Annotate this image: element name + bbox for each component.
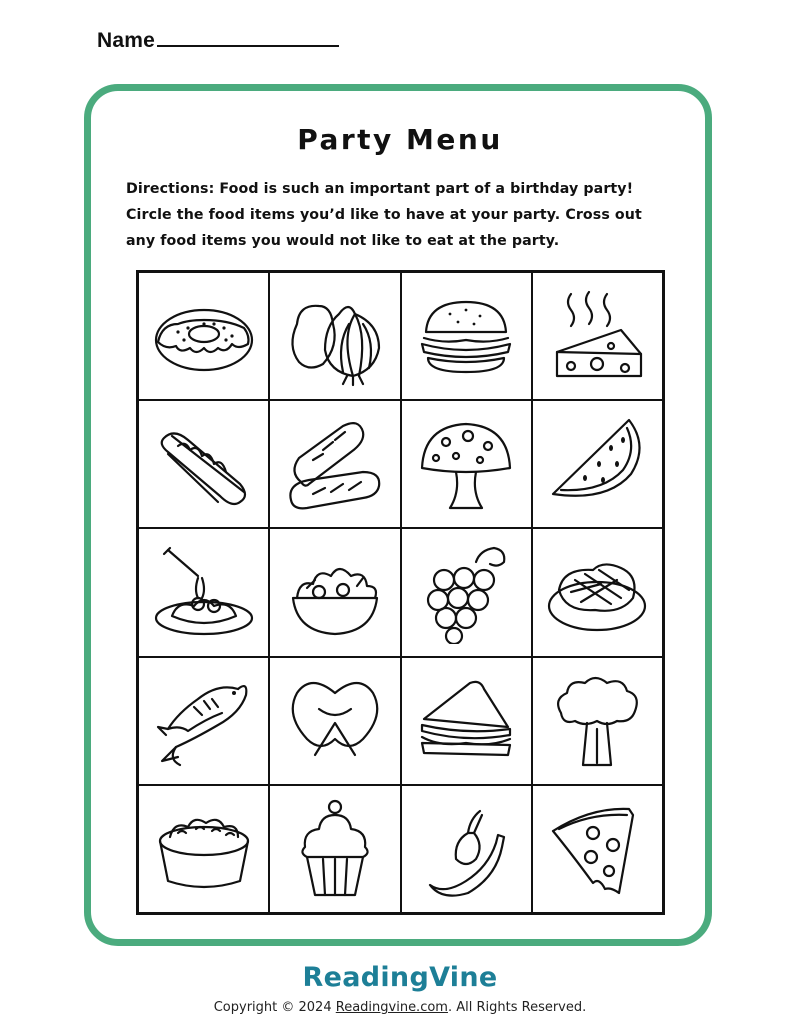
copyright-notice [0, 1000, 800, 1015]
worksheet-title: Party Menu [297, 123, 503, 156]
food-cell-cupcake[interactable] [269, 785, 400, 913]
pizza-icon [541, 797, 653, 901]
sandwich-icon [410, 669, 522, 773]
steak-icon [541, 540, 653, 644]
food-cell-hotdog[interactable] [138, 400, 269, 528]
pretzel-icon [279, 669, 391, 773]
readingvine-logo: ReadingVine [302, 962, 498, 993]
food-cell-burger[interactable] [401, 272, 532, 400]
name-blank-line[interactable] [157, 27, 339, 47]
mushroom-icon [410, 412, 522, 516]
readingvine-link[interactable]: Readingvine.com [335, 1000, 448, 1015]
food-cell-pretzel[interactable] [269, 657, 400, 785]
burger-icon [410, 284, 522, 388]
food-cell-donut[interactable] [138, 272, 269, 400]
salad-icon [279, 540, 391, 644]
food-cell-mushroom[interactable] [401, 400, 532, 528]
food-cell-macaroni[interactable] [138, 785, 269, 913]
food-cell-bread[interactable] [269, 400, 400, 528]
food-cell-spaghetti[interactable] [138, 528, 269, 656]
grapes-icon [410, 540, 522, 644]
macaroni-icon [148, 797, 260, 901]
onion-icon [279, 284, 391, 388]
food-cell-fish[interactable] [138, 657, 269, 785]
spaghetti-icon [148, 540, 260, 644]
food-cell-banana[interactable] [401, 785, 532, 913]
copyright-suffix: . All Rights Reserved. [447, 1000, 587, 1015]
food-grid [136, 270, 665, 915]
fish-icon [148, 669, 260, 773]
donut-icon [148, 284, 260, 388]
broccoli-icon [541, 669, 653, 773]
copyright-prefix: Copyright © 2024 [213, 1000, 336, 1015]
bread-icon [279, 412, 391, 516]
watermelon-icon [541, 412, 653, 516]
hotdog-icon [148, 412, 260, 516]
food-cell-onion[interactable] [269, 272, 400, 400]
food-cell-sandwich[interactable] [401, 657, 532, 785]
cheese-icon [541, 284, 653, 388]
food-cell-salad[interactable] [269, 528, 400, 656]
banana-icon [410, 797, 522, 901]
food-cell-broccoli[interactable] [532, 657, 663, 785]
food-cell-watermelon[interactable] [532, 400, 663, 528]
food-cell-grapes[interactable] [401, 528, 532, 656]
cupcake-icon [279, 797, 391, 901]
food-cell-cheese[interactable] [532, 272, 663, 400]
name-field[interactable] [97, 27, 339, 53]
food-cell-pizza[interactable] [532, 785, 663, 913]
name-label: Name [97, 29, 155, 52]
food-cell-steak[interactable] [532, 528, 663, 656]
worksheet-directions: Directions: Food is such an important part of a birthday party! Circle the food items you’d like to have at your party. Cross out any food items you would not like to eat at the party. [126, 181, 642, 249]
